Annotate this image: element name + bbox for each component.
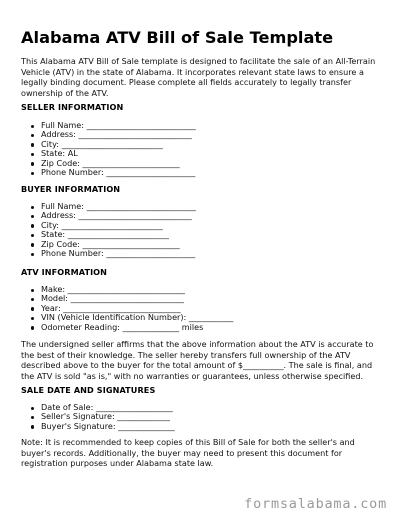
field-text: VIN (Vehicle Identification Number): ___________ bbox=[41, 312, 234, 323]
watermark-text: formsalabama.com bbox=[244, 496, 387, 512]
bullet-icon bbox=[31, 416, 34, 419]
buyer-signature-field[interactable] bbox=[41, 422, 175, 431]
field-text: Zip Code: ________________________ bbox=[41, 238, 180, 249]
field-text: City: _________________________ bbox=[41, 138, 163, 149]
bullet-icon bbox=[31, 143, 34, 146]
field-text: Full Name: ___________________________ bbox=[41, 120, 196, 130]
bullet-icon bbox=[31, 224, 34, 227]
bullet-icon bbox=[31, 407, 34, 410]
field-text: Address: ____________________________ bbox=[41, 129, 192, 140]
bullet-icon bbox=[31, 125, 34, 128]
signatures-field-list bbox=[41, 403, 175, 431]
field-text: Model: ____________________________ bbox=[41, 293, 184, 304]
field-text: Date of Sale: ___________________ bbox=[41, 402, 173, 412]
atv-odometer-field[interactable] bbox=[41, 323, 233, 332]
bullet-icon bbox=[31, 234, 34, 237]
bullet-icon bbox=[31, 243, 34, 246]
bullet-icon bbox=[31, 162, 34, 165]
field-text: Buyer's Signature: ______________ bbox=[41, 420, 175, 431]
field-text: Seller's Signature: _____________ bbox=[41, 411, 170, 422]
field-text: Full Name: ___________________________ bbox=[41, 201, 196, 211]
affirmation-paragraph: The undersigned seller affirms that the above information about the ATV is accurate to the best of their knowledge. The seller hereby transfers full ownership of the ATV described above to the buyer for the total amount of $__________. The sale is final, and the ATV is sold "as is," with no warranties or guarantees, unless otherwise specified. bbox=[21, 339, 374, 381]
seller-section-heading: SELLER INFORMATION bbox=[21, 102, 124, 112]
bullet-icon bbox=[31, 307, 34, 310]
buyer-section-heading: BUYER INFORMATION bbox=[21, 184, 121, 194]
field-text: City: _________________________ bbox=[41, 219, 163, 230]
bullet-icon bbox=[31, 326, 34, 329]
bullet-icon bbox=[31, 215, 34, 218]
field-text: Zip Code: ________________________ bbox=[41, 157, 180, 168]
buyer-phone-number-field[interactable] bbox=[41, 249, 196, 258]
bullet-icon bbox=[31, 172, 34, 175]
bullet-icon bbox=[31, 298, 34, 301]
bullet-icon bbox=[31, 253, 34, 256]
signatures-section-heading: SALE DATE AND SIGNATURES bbox=[21, 385, 156, 395]
seller-phone-number-field[interactable] bbox=[41, 168, 196, 177]
bullet-icon bbox=[31, 153, 34, 156]
field-text: Make: _____________________________ bbox=[41, 284, 185, 294]
bullet-icon bbox=[31, 425, 34, 428]
field-text: Address: ____________________________ bbox=[41, 210, 192, 221]
bullet-icon bbox=[31, 134, 34, 137]
atv-field-list bbox=[41, 285, 233, 332]
field-text: Year: _____________________________ bbox=[41, 302, 181, 313]
bullet-icon bbox=[31, 206, 34, 209]
document-title: Alabama ATV Bill of Sale Template bbox=[21, 28, 334, 47]
bullet-icon bbox=[31, 317, 34, 320]
field-text: State: AL bbox=[41, 148, 78, 159]
bullet-icon bbox=[31, 289, 34, 292]
buyer-field-list bbox=[41, 202, 196, 258]
field-text: Odometer Reading: ______________ miles bbox=[41, 321, 204, 332]
note-paragraph: Note: It is recommended to keep copies of this Bill of Sale for both the seller's and buyer's records. Additionally, the buyer may need to present this document for registration purposes under Alabama state law. bbox=[21, 437, 355, 468]
seller-field-list bbox=[41, 121, 196, 177]
field-text: Phone Number: ______________________ bbox=[41, 248, 196, 259]
field-text: State: _________________________ bbox=[41, 229, 169, 240]
field-text: Phone Number: ______________________ bbox=[41, 167, 196, 178]
intro-paragraph: This Alabama ATV Bill of Sale template is designed to facilitate the sale of an All-Terrain Vehicle (ATV) in the state of Alabama. It incorporates relevant state laws to ensure a legally binding document. Please complete all fields accurately to legally transfer ownership of the ATV. bbox=[21, 56, 376, 98]
atv-section-heading: ATV INFORMATION bbox=[21, 267, 108, 277]
